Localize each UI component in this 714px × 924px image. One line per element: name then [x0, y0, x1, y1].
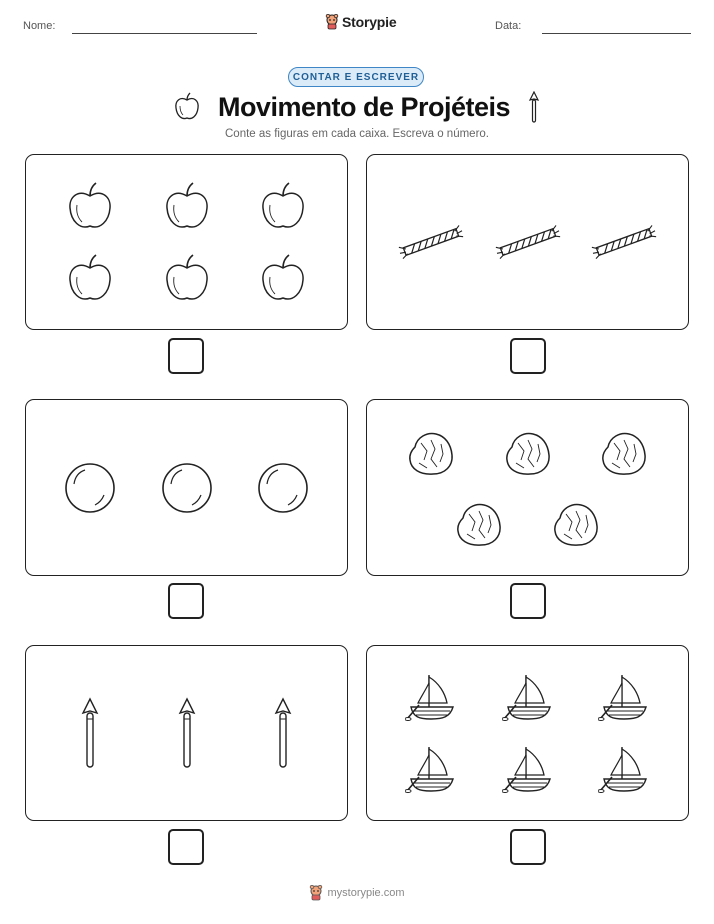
apple-icon: [174, 92, 200, 122]
worksheet-type-badge: CONTAR E ESCREVER: [288, 67, 424, 87]
brand-name: Storypie: [342, 14, 397, 30]
storypie-mascot-icon: [309, 885, 323, 901]
rock-icon: [455, 500, 503, 548]
bubble-icon: [257, 462, 309, 514]
answer-box-rocks[interactable]: [510, 583, 546, 619]
spear-icon: [528, 91, 540, 123]
footer: [0, 885, 714, 901]
rock-icon: [504, 429, 552, 477]
sailboat-icon: [502, 745, 554, 795]
sailboat-icon: [405, 745, 457, 795]
sailboat-icon: [598, 673, 650, 723]
page-title: Movimento de Projéteis: [217, 91, 511, 122]
storypie-mascot-icon: [325, 14, 339, 30]
rope-icon: [494, 219, 562, 265]
bubble-icon: [64, 462, 116, 514]
apple-icon: [260, 181, 306, 233]
count-box-spears: [25, 645, 348, 821]
answer-box-sailboats[interactable]: [510, 829, 546, 865]
rock-icon: [600, 429, 648, 477]
apple-icon: [164, 181, 210, 233]
answer-box-spears[interactable]: [168, 829, 204, 865]
rope-icon: [590, 219, 658, 265]
count-box-bubbles: [25, 399, 348, 576]
brand-logo: [325, 14, 396, 30]
name-line[interactable]: [72, 33, 257, 34]
answer-box-ropes[interactable]: [510, 338, 546, 374]
sailboat-icon: [502, 673, 554, 723]
apple-icon: [164, 253, 210, 305]
apple-icon: [67, 253, 113, 305]
answer-box-apples[interactable]: [168, 338, 204, 374]
rock-icon: [407, 429, 455, 477]
spear-icon: [272, 697, 294, 769]
footer-url: mystorypie.com: [327, 887, 405, 899]
instructions: Conte as figuras em cada caixa. Escreva o número.: [225, 128, 489, 140]
bubble-icon: [161, 462, 213, 514]
sailboat-icon: [598, 745, 650, 795]
date-label: Data:: [495, 20, 522, 32]
spear-icon: [176, 697, 198, 769]
sailboat-icon: [405, 673, 457, 723]
apple-icon: [260, 253, 306, 305]
title-row: [0, 91, 714, 123]
rock-icon: [552, 500, 600, 548]
count-box-sailboats: [366, 645, 689, 821]
apple-icon: [67, 181, 113, 233]
date-line[interactable]: [542, 33, 691, 34]
spear-icon: [79, 697, 101, 769]
count-box-apples: [25, 154, 348, 330]
count-box-rocks: [366, 399, 689, 576]
rope-icon: [397, 219, 465, 265]
count-box-ropes: [366, 154, 689, 330]
answer-box-bubbles[interactable]: [168, 583, 204, 619]
name-label: Nome:: [23, 20, 56, 32]
